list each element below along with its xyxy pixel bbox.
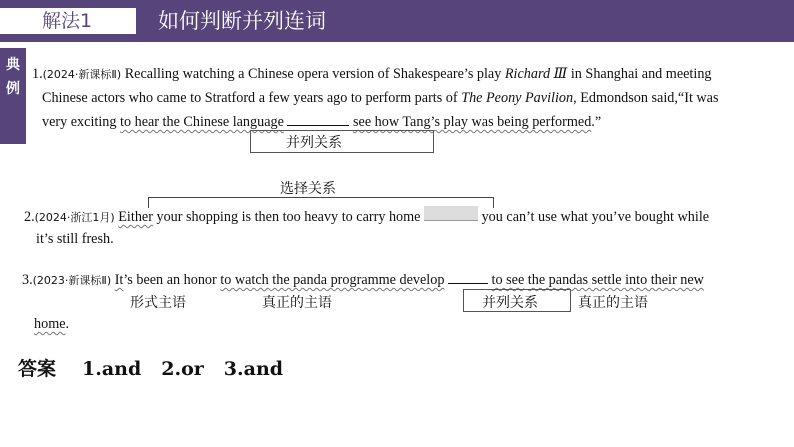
q3-source: (2023·新课标Ⅱ): [32, 274, 112, 287]
q1-parallel-part-1: to hear the Chinese language: [120, 114, 284, 130]
answer-heading: 答案: [18, 358, 57, 380]
q1-l2-a: Chinese actors who came to Stratford a few years ago to perform parts of: [42, 90, 462, 106]
q1-source: (2024·新课标Ⅱ): [42, 68, 122, 81]
q3-real-subject-label-1: 真正的主语: [262, 295, 332, 311]
q3-line-1: [22, 269, 704, 291]
q3-number: 3.: [22, 272, 33, 288]
side-tag-char-2: 例: [6, 81, 20, 97]
q1-opera-title: The Peony Pavilion: [461, 90, 574, 106]
q3-home: home: [34, 316, 66, 332]
side-tag-char-1: 典: [6, 57, 20, 73]
q2-line-1: [24, 206, 709, 228]
q1-line-1: [32, 64, 712, 85]
q2-l2: it’s still fresh.: [36, 231, 114, 247]
q2-l1-a: your shopping is then too heavy to carry home: [152, 209, 425, 225]
q3-line-2: [34, 314, 69, 334]
q3-formal-subject-label: 形式主语: [130, 295, 186, 311]
q1-answer-blank[interactable]: [287, 111, 349, 126]
answer-3: 3.and: [223, 358, 284, 380]
q1-l1-a: Recalling watching a Chinese opera version of Shakespeare’s play: [121, 66, 505, 82]
answer-line: [18, 354, 303, 381]
q3-real-subject-1: to watch the panda programme develop: [220, 272, 445, 288]
q1-relation-box: [250, 130, 434, 153]
q1-l3-end: .”: [591, 114, 602, 130]
q3-answer-blank[interactable]: [448, 269, 488, 284]
q3-formal-subject: It: [114, 272, 124, 288]
q3-relation-label: 并列关系: [482, 295, 538, 311]
q2-number: 2.: [24, 209, 35, 225]
q1-line-3: [42, 111, 601, 132]
q1-line-2: [42, 88, 719, 108]
q1-l2-b: , Edmondson said,“It was: [573, 90, 719, 106]
page-title: 如何判断并列连词: [158, 9, 326, 33]
q2-l1-b: you can’t use what you’ve bought while: [478, 209, 710, 225]
q1-l3-a: very exciting: [42, 114, 121, 130]
q1-l1-b: in Shanghai and meeting: [567, 66, 712, 82]
answer-2: 2.or: [161, 358, 204, 380]
q2-answer-blank[interactable]: [424, 206, 478, 221]
answer-1: 1.and: [82, 358, 142, 380]
q3-l1-a: ’s been an honor: [123, 272, 221, 288]
q2-either: Either: [118, 209, 153, 225]
q3-real-subject-2b: the pandas settle into their new: [527, 272, 704, 288]
q1-parallel-part-2: see how Tang’s play was being performed: [353, 114, 592, 130]
q2-source: (2024·浙江1月): [34, 211, 115, 224]
q3-real-subject-label-2: 真正的主语: [578, 295, 648, 311]
q1-relation-label: 并列关系: [286, 135, 342, 151]
q1-play-title: Richard Ⅲ: [504, 66, 568, 82]
q3-l2-end: .: [65, 316, 70, 332]
q1-number: 1.: [32, 66, 43, 82]
q2-relation-label: 选择关系: [280, 181, 336, 197]
method-label: 解法1: [42, 10, 93, 32]
q3-real-subject-2a: to see: [491, 272, 525, 288]
q2-line-2: [36, 229, 114, 249]
